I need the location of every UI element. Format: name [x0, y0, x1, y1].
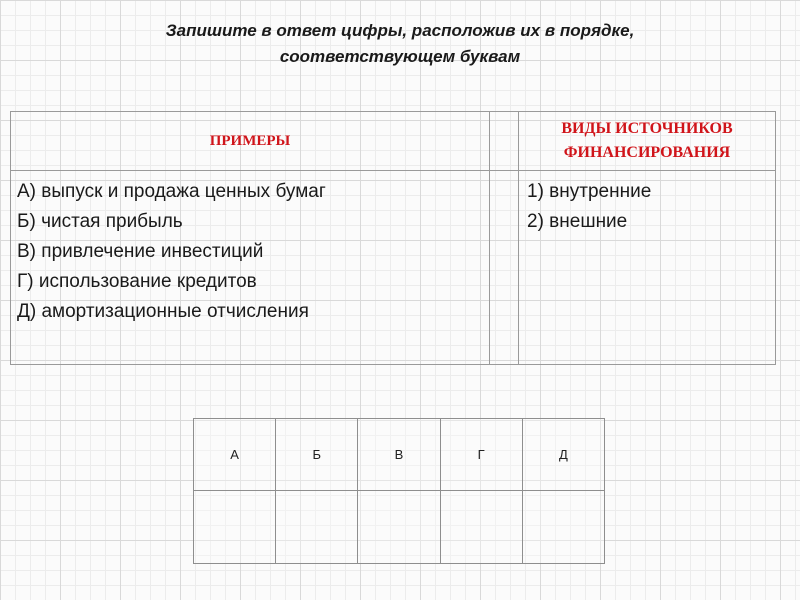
answer-cell-b[interactable]	[276, 491, 358, 564]
example-item-d: Д) амортизационные отчисления	[17, 301, 309, 322]
funding-types-header	[519, 112, 775, 170]
answer-cell-g[interactable]	[440, 491, 522, 564]
instruction-line-2: соответствующем буквам	[279, 47, 521, 66]
answer-letter-b: Б	[276, 419, 358, 491]
answer-letters-row	[194, 419, 605, 491]
example-item-g: Г) использование кредитов	[17, 271, 257, 292]
example-item-v: В) привлечение инвестиций	[17, 241, 264, 262]
funding-type-2: 2) внешние	[527, 211, 628, 232]
examples-list	[17, 177, 487, 327]
answer-letter-a: А	[194, 419, 276, 491]
answer-cell-v[interactable]	[358, 491, 440, 564]
funding-types-header-line-2: ФИНАНСИРОВАНИЯ	[563, 144, 731, 161]
example-item-b: Б) чистая прибыль	[17, 211, 183, 232]
answer-table	[193, 418, 605, 564]
funding-types-header-line-1: ВИДЫ ИСТОЧНИКОВ	[561, 120, 733, 137]
instruction-title	[40, 18, 760, 70]
matching-table	[10, 111, 776, 365]
answer-letter-v: В	[358, 419, 440, 491]
examples-header: ПРИМЕРЫ	[209, 132, 291, 149]
answer-input-row	[194, 491, 605, 564]
answer-cell-d[interactable]	[522, 491, 604, 564]
answer-letter-g: Г	[440, 419, 522, 491]
funding-types-list	[527, 177, 773, 237]
header-divider	[11, 170, 775, 171]
funding-type-1: 1) внутренние	[527, 181, 652, 202]
answer-cell-a[interactable]	[194, 491, 276, 564]
answer-letter-d: Д	[522, 419, 604, 491]
example-item-a: А) выпуск и продажа ценных бумаг	[17, 181, 326, 202]
instruction-line-1: Запишите в ответ цифры, расположив их в порядке,	[165, 21, 635, 40]
column-divider	[489, 112, 519, 364]
